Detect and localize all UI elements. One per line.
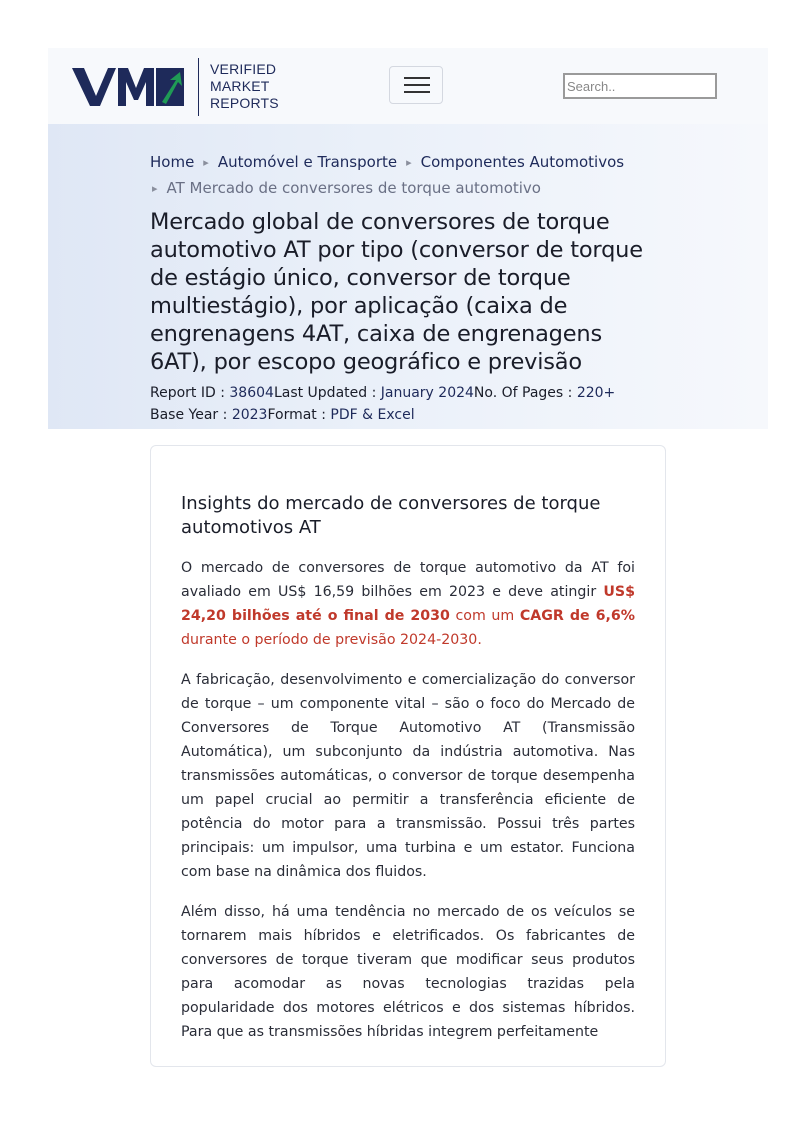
pages-label: No. Of Pages : <box>473 385 577 401</box>
insights-card <box>150 445 666 1067</box>
updated-value: January 2024 <box>380 385 474 401</box>
chevron-right-icon: ▸ <box>152 182 158 195</box>
insights-paragraph-3: Além disso, há uma tendência no mercado de os veículos se tornarem mais híbridos e eletrificados. Os fabricantes de conversores de torque tiveram que modificar seus produtos para acomodar as novas tecnologias trazidas pela popularidade dos motores elétricos e dos sistemas híbridos. Para que as transmissões híbridas integrem perfeitamente <box>181 904 635 1040</box>
base-year-value: 2023 <box>231 407 268 423</box>
brand-logo[interactable] <box>72 58 282 116</box>
insights-paragraph-2: A fabricação, desenvolvimento e comercialização do conversor de torque – um componente vital – são o foco do Mercado de Conversores de Torque Automotivo AT (Transmissão Automática), um subconjunto da indústria automotiva. Nas transmissões automáticas, o conversor de torque desempenha um papel crucial ao permitir a transferência eficiente de potência do motor para a transmissão. Possui três partes principais: um impulsor, uma turbina e um estator. Funciona com base na dinâmica dos fluidos. <box>181 672 635 880</box>
breadcrumb-automotive[interactable]: Automóvel e Transporte <box>217 153 398 171</box>
page-title: Mercado global de conversores de torque automotivo AT por tipo (conversor de torque de estágio único, conversor de torque multiestágio), por aplicação (caixa de engrenagens 4AT, caixa de engrenagens 6AT), por escopo geográfico e previsão <box>150 209 643 375</box>
base-year-label: Base Year : <box>150 407 232 423</box>
p1-highlight-end: durante o período de previsão 2024-2030. <box>181 632 482 648</box>
p1-highlight-value: US$ 24,20 bilhões até o final de 2030 <box>181 584 635 624</box>
search-input[interactable] <box>563 73 717 99</box>
report-id-label: Report ID : <box>150 385 230 401</box>
vmr-logo-icon <box>72 66 186 108</box>
report-id-value: 38604 <box>229 385 274 401</box>
logo-line-market: MARKET <box>210 78 270 94</box>
p1-text: O mercado de conversores de torque automotivo da AT foi avaliado em US$ 16,59 bilhões em 2023 e deve atingir <box>181 560 635 600</box>
breadcrumb-home[interactable]: Home <box>150 153 195 171</box>
report-hero <box>48 124 768 429</box>
pages-value: 220+ <box>576 385 616 401</box>
meta-line-2 <box>150 404 615 426</box>
chevron-right-icon: ▸ <box>406 156 412 169</box>
p1-highlight-cagr: CAGR de 6,6% <box>519 608 635 624</box>
insights-body <box>181 556 635 1060</box>
insights-heading: Insights do mercado de conversores de torque automotivos AT <box>181 493 601 538</box>
p1-highlight-mid: com um <box>449 608 520 624</box>
breadcrumb-current: AT Mercado de conversores de torque automotivo <box>166 179 541 197</box>
site-header <box>48 48 768 125</box>
meta-line-1 <box>150 382 615 404</box>
logo-divider <box>198 58 199 116</box>
logo-line-verified: VERIFIED <box>210 61 277 77</box>
format-value: PDF & Excel <box>330 407 415 423</box>
logo-line-reports: REPORTS <box>210 95 279 111</box>
report-meta <box>150 382 615 426</box>
breadcrumb <box>150 150 670 202</box>
updated-label: Last Updated : <box>273 385 381 401</box>
menu-toggle-button[interactable] <box>389 66 443 104</box>
breadcrumb-components[interactable]: Componentes Automotivos <box>420 153 625 171</box>
logo-wordmark <box>210 61 279 112</box>
chevron-right-icon: ▸ <box>203 156 209 169</box>
format-label: Format : <box>267 407 331 423</box>
insights-paragraph-1 <box>181 556 635 652</box>
